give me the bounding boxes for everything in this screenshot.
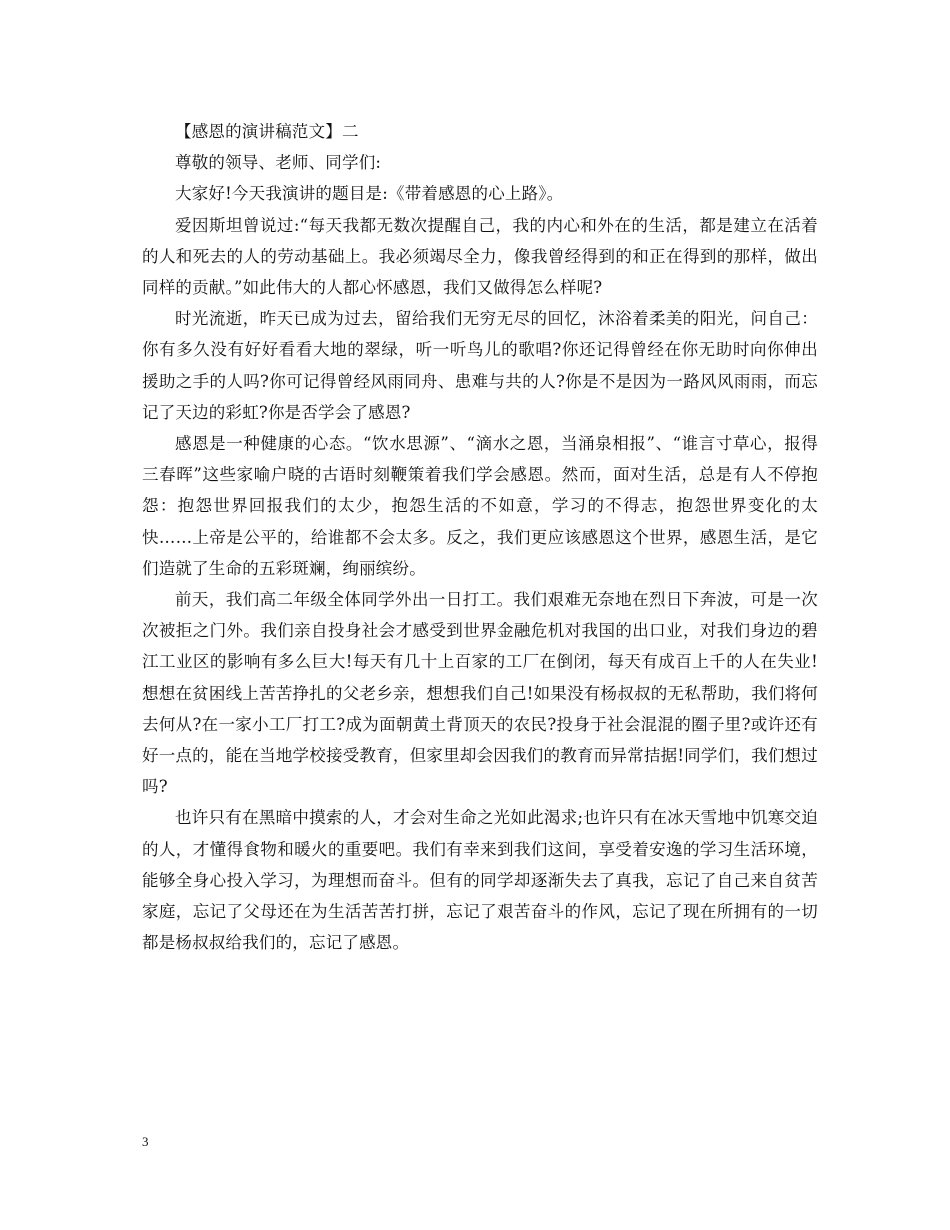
section-heading: 【感恩的演讲稿范文】二 xyxy=(175,122,359,141)
greeting-paragraph: 大家好!今天我演讲的题目是:《带着感恩的心上路》。 xyxy=(175,184,564,204)
body-paragraph: 也许只有在黑暗中摸索的人，才会对生命之光如此渴求;也许只有在冰天雪地中饥寒交迫的人，才懂得食物和暖火的重要吧。我们有幸来到我们这间，享受着安逸的学习生活环境，能够全身心投入学习，为理想而奋斗。但有的同学却逐渐失去了真我，忘记了自己来自贫苦家庭，忘记了父母还在为生活苦苦打拼，忘记了艰苦奋斗的作风，忘记了现在所拥有的一切都是杨叔叔给我们的，忘记了感恩。 xyxy=(142,808,818,953)
body-paragraph: 感恩是一种健康的心态。“饮水思源”、“滴水之恩，当涌泉相报”、“谁言寸草心，报得三春晖”这些家喻户晓的古语时刻鞭策着我们学会感恩。然而，面对生活，总是有人不停抱怨：抱怨世界回报我们的太少，抱怨生活的不如意，学习的不得志，抱怨世界变化的太快……上帝是公平的，给谁都不会太多。反之，我们更应该感恩这个世界，感恩生活，是它们造就了生命的五彩斑斓，绚丽缤纷。 xyxy=(142,434,818,578)
body-paragraph: 时光流逝，昨天已成为过去，留给我们无穷无尽的回忆，沐浴着柔美的阳光，问自己：你有多久没有好好看看大地的翠绿，听一听鸟儿的歌唱?你还记得曾经在你无助时向你伸出援助之手的人吗?你可记得曾经风雨同舟、患难与共的人?你是不是因为一路风风雨雨，而忘记了天边的彩虹?你是否学会了感恩? xyxy=(142,309,818,422)
body-paragraph: 爱因斯坦曾说过:“每天我都无数次提醒自己，我的内心和外在的生活，都是建立在活着的人和死去的人的劳动基础上。我必须竭尽全力，像我曾经得到的和正在得到的那样，做出同样的贡献。”如此伟大的人都心怀感恩，我们又做得怎么样呢? xyxy=(142,215,818,298)
document-body xyxy=(142,116,818,958)
page-number: 3 xyxy=(142,1134,149,1149)
body-paragraph: 前天，我们高二年级全体同学外出一日打工。我们艰难无奈地在烈日下奔波，可是一次次被拒之门外。我们亲自投身社会才感受到世界金融危机对我国的出口业，对我们身边的碧江工业区的影响有多么巨大!每天有几十上百家的工厂在倒闭，每天有成百上千的人在失业!想想在贫困线上苦苦挣扎的父老乡亲，想想我们自己!如果没有杨叔叔的无私帮助，我们将何去何从?在一家小工厂打工?成为面朝黄土背顶天的农民?投身于社会混混的圈子里?或许还有好一点的，能在当地学校接受教育，但家里却会因我们的教育而异常拮据!同学们，我们想过吗? xyxy=(142,590,818,797)
salutation: 尊敬的领导、老师、同学们: xyxy=(175,153,382,173)
